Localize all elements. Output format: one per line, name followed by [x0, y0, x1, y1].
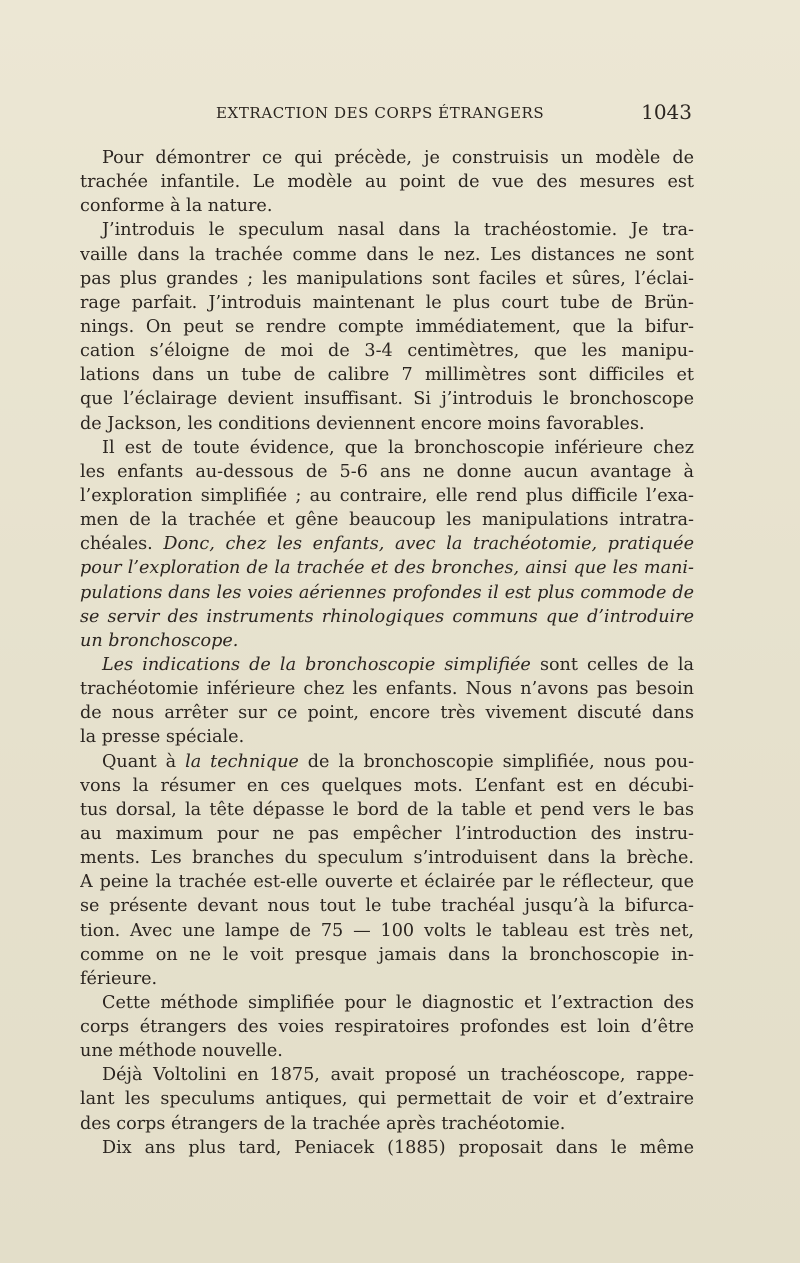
text-line: des corps étrangers de la trachée après trachéotomie.	[80, 1113, 566, 1134]
text-line: se présente devant nous tout le tube trachéal jusqu’à la bifurca-	[80, 896, 694, 917]
text-line: men de la trachée et gêne beaucoup les manipulations intratra-	[80, 510, 694, 531]
text-line: comme on ne le voit presque jamais dans la bronchoscopie in-	[80, 944, 694, 965]
running-title: EXTRACTION DES CORPS ÉTRANGERS	[216, 104, 545, 122]
text-line: de nous arrêter sur ce point, encore très vivement discuté dans	[80, 703, 694, 724]
text-line: Cette méthode simplifiée pour le diagnostic et l’extraction des	[102, 992, 694, 1013]
text-line: ments. Les branches du speculum s’introduisent dans la brèche.	[80, 848, 694, 869]
text-line: pas plus grandes ; les manipulations sont faciles et sûres, l’éclai-	[80, 268, 694, 289]
text-line: cation s’éloigne de moi de 3-4 centimètres, que les manipu-	[80, 341, 694, 362]
page-header	[80, 100, 694, 132]
text-line: pulations dans les voies aériennes profondes il est plus commode de	[80, 582, 694, 603]
text-line: vaille dans la trachée comme dans le nez. Les distances ne sont	[80, 244, 694, 265]
body-text	[80, 146, 694, 1160]
italic-fragment: Les indications de la bronchoscopie simplifiée	[102, 654, 531, 675]
text-line: se servir des instruments rhinologiques communs que d’introduire	[80, 606, 694, 627]
text-line: trachéotomie inférieure chez les enfants. Nous n’avons pas besoin	[80, 679, 694, 700]
page-number: 1043	[641, 100, 692, 124]
text-line: Pour démontrer ce qui précède, je construisis un modèle de	[102, 148, 694, 168]
text-line: rage parfait. J’introduis maintenant le plus court tube de Brün-	[80, 292, 694, 313]
text-line: l’exploration simplifiée ; au contraire, elle rend plus difficile l’exa-	[80, 485, 694, 506]
text-line: que l’éclairage devient insuffisant. Si j’introduis le bronchoscope	[80, 389, 694, 410]
text-line: vons la résumer en ces quelques mots. L’enfant est en décubi-	[80, 775, 694, 796]
text-line: férieure.	[80, 968, 158, 989]
text-fragment: sont celles de la	[539, 654, 694, 675]
text-line: un bronchoscope.	[80, 630, 239, 651]
text-line: corps étrangers des voies respiratoires profondes est loin d’être	[80, 1017, 694, 1038]
text-line: les enfants au-dessous de 5-6 ans ne donne aucun avantage à	[80, 461, 694, 482]
text-line: de Jackson, les conditions deviennent encore moins favorables.	[80, 413, 645, 434]
italic-fragment: Donc, chez les enfants, avec la trachéotomie, pratiquée	[163, 534, 694, 555]
text-line: lant les speculums antiques, qui permettait de voir et d’extraire	[80, 1089, 694, 1110]
text-line: lations dans un tube de calibre 7 millimètres sont difficiles et	[80, 365, 694, 386]
text-fragment: chéales.	[80, 534, 153, 555]
text-line	[80, 532, 694, 556]
text-line: une méthode nouvelle.	[80, 1041, 283, 1062]
text-fragment: de la bronchoscopie simplifiée, nous pou-	[307, 751, 694, 772]
text-line: J’introduis le speculum nasal dans la trachéostomie. Je tra-	[102, 220, 694, 241]
text-line: tus dorsal, la tête dépasse le bord de la table et pend vers le bas	[80, 799, 694, 820]
text-line: Il est de toute évidence, que la bronchoscopie inférieure chez	[102, 437, 694, 458]
text-fragment: Quant à	[102, 751, 177, 772]
text-line: trachée infantile. Le modèle au point de vue des mesures est	[80, 172, 694, 193]
text-line: nings. On peut se rendre compte immédiatement, que la bifur-	[80, 316, 694, 337]
text-line: au maximum pour ne pas empêcher l’introduction des instru-	[80, 823, 694, 844]
text-line: A peine la trachée est-elle ouverte et éclairée par le réflecteur, que	[80, 872, 694, 893]
text-line	[80, 750, 694, 774]
text-line: conforme à la nature.	[80, 196, 273, 217]
text-line	[80, 653, 694, 677]
text-line: la presse spéciale.	[80, 727, 245, 748]
text-line: Déjà Voltolini en 1875, avait proposé un trachéoscope, rappe-	[102, 1065, 694, 1086]
text-line: Dix ans plus tard, Peniacek (1885) proposait dans le même	[102, 1137, 694, 1158]
text-line: pour l’exploration de la trachée et des bronches, ainsi que les mani-	[80, 558, 694, 579]
italic-fragment: la technique	[185, 751, 299, 772]
text-line: tion. Avec une lampe de 75 — 100 volts le tableau est très net,	[80, 920, 694, 941]
